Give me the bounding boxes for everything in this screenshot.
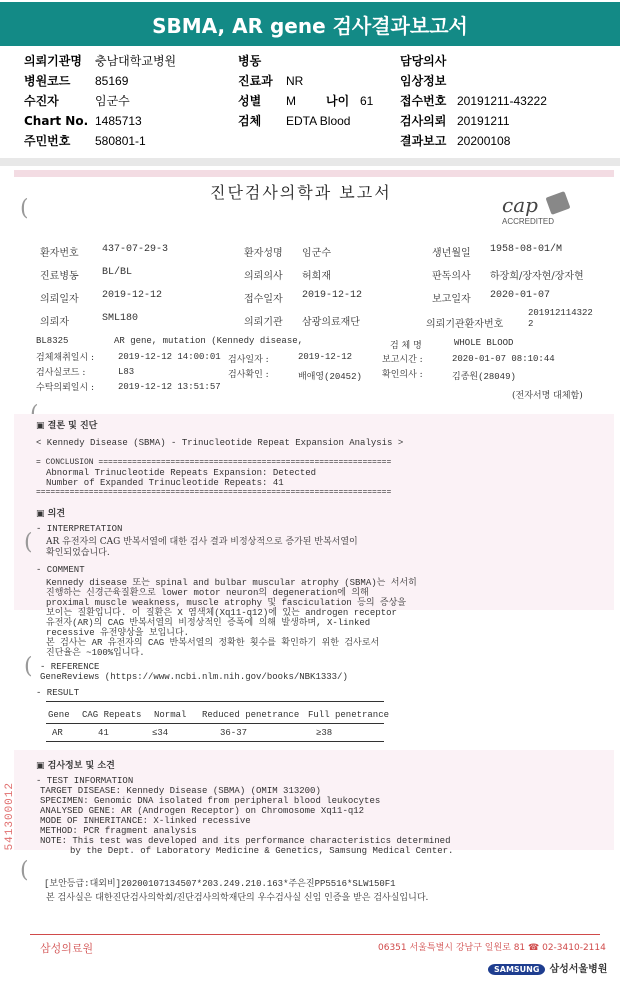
doctor-label: 담당의사 <box>400 54 447 68</box>
r2-b-value: 허희재 <box>302 271 331 282</box>
meta4-label: 검사실코드 : <box>36 368 86 378</box>
report-title: SBMA, AR gene 검사결과보고서 <box>152 13 468 38</box>
r3-b-value: 2019-12-12 <box>302 290 363 301</box>
r2-c-value: 하장희/장자현/장자현 <box>490 271 584 282</box>
receipt-label: 접수번호 <box>400 94 447 108</box>
testinfo-line-6: NOTE: This test was developed and its performance characteristics determined <box>40 836 451 846</box>
r2-a-value: BL/BL <box>102 267 133 278</box>
result-col-cag: CAG Repeats <box>82 710 142 720</box>
scan-binding-curl-icon: ( <box>20 196 29 221</box>
r3-b-label: 접수일자 <box>244 294 283 305</box>
samsung-hospital-name: 삼성서울병원 <box>549 964 608 975</box>
testinfo-header: - TEST INFORMATION <box>36 776 134 786</box>
side-serial-code: 541300012 <box>4 782 16 851</box>
dept-label: 진료과 <box>238 74 273 88</box>
testinfo-line-7: by the Dept. of Laboratory Medicine & Genetics, Samsung Medical Center. <box>70 846 454 856</box>
specimen-value: EDTA Blood <box>286 114 351 128</box>
result-gene: AR <box>52 728 63 738</box>
comment-line-2: 진행하는 신경근육질환으로 lower motor neuron의 degeneration에 의해 <box>46 588 369 598</box>
conclusion-line-1: Abnormal Trinucleotide Repeats Expansion: Detected <box>46 468 317 478</box>
meta4-value: L83 <box>118 367 135 377</box>
security-stamp: [보안등급:대외비]20200107134507*203.249.210.163*주은진PP5516*SLW150F1 <box>44 879 396 889</box>
r4-a-label: 의뢰자 <box>40 317 69 328</box>
r2-c-label: 판독의사 <box>432 271 471 282</box>
sex-value: M <box>286 94 296 108</box>
page-footer <box>0 910 620 994</box>
conclusion-footer: ========================================================================== <box>36 488 392 497</box>
svg-text:cap: cap <box>502 193 538 217</box>
r1-c-value: 1958-08-01/M <box>490 244 563 255</box>
result-col-reduced: Reduced penetrance <box>202 710 300 720</box>
cap-accredited-logo <box>498 188 578 228</box>
sex-label: 성별 <box>238 94 262 108</box>
r4-b-label: 의뢰기관 <box>244 317 283 328</box>
meta7-label: 수탁의뢰일시 : <box>36 383 95 393</box>
meta5-value: 배애영(20452) <box>298 372 362 382</box>
specimen-name-label: 검 체 명 <box>390 341 422 351</box>
r4-c-label: 의뢰기관환자번호 <box>426 319 504 330</box>
binding-curl-icon-5: ( <box>20 858 29 883</box>
recipient-label: 수진자 <box>24 94 59 108</box>
result-table-bottom-rule <box>46 741 384 742</box>
cap-logo-icon <box>498 188 578 228</box>
r1-b-value: 임군수 <box>302 248 331 259</box>
report-title-banner <box>0 2 620 46</box>
request-label: 검사의뢰 <box>400 114 447 128</box>
testinfo-line-5: METHOD: PCR fragment analysis <box>40 826 197 836</box>
result-col-full: Full penetrance <box>308 710 390 720</box>
meta1-label: 검체채취일시 : <box>36 353 95 363</box>
comment-line-5: 유전자(AR)의 CAG 반복서열의 비정상적인 증폭에 의해 발생하며, X-linked <box>46 618 371 628</box>
meta2-value: 2019-12-12 <box>298 352 353 362</box>
result-col-normal: Normal <box>154 710 187 720</box>
scan-title: 진단검사의학과 보고서 <box>210 183 392 202</box>
clinical-label: 임상정보 <box>400 74 447 88</box>
section-opinion-title: ▣ 의견 <box>36 509 66 519</box>
r1-b-label: 환자성명 <box>244 248 283 259</box>
r3-c-value: 2020-01-07 <box>490 290 551 301</box>
report-label: 결과보고 <box>400 134 447 148</box>
meta6-value: 김종원(28049) <box>452 372 516 382</box>
specimen-name-value: WHOLE BLOOD <box>454 338 514 348</box>
report-value: 20200108 <box>457 134 511 148</box>
testinfo-line-3: ANALYSED GENE: AR (Androgen Receptor) on Chromosome Xq11-q12 <box>40 806 365 816</box>
binding-curl-icon-3: ( <box>24 530 33 555</box>
request-value: 20191211 <box>457 114 510 128</box>
certification-note: 본 검사실은 대한진단검사의학회/진단검사의학재단의 우수검사실 신임 인증을 받은 검사실입니다. <box>46 893 429 903</box>
ward-label: 병동 <box>238 54 262 68</box>
hospital-code-label: 병원코드 <box>24 74 71 88</box>
result-col-gene: Gene <box>48 710 70 720</box>
interpretation-line-2: 확인되었습니다. <box>46 548 110 558</box>
reference-line: GeneReviews (https://www.ncbi.nlm.nih.gov/books/NBK1333/) <box>40 672 348 682</box>
receipt-value: 20191211-43222 <box>457 94 547 108</box>
result-header: - RESULT <box>36 688 80 698</box>
r4-c-value-1: 201912114322 <box>528 308 593 318</box>
meta6-label: 확인의사 : <box>382 370 423 380</box>
result-full: ≥38 <box>316 728 333 738</box>
r4-c-value-2: 2 <box>528 319 534 329</box>
rrn-value: 580801-1 <box>95 134 146 148</box>
reference-header: - REFERENCE <box>40 662 100 672</box>
chart-value: 1485713 <box>95 114 142 128</box>
r3-c-label: 보고일자 <box>432 294 471 305</box>
testinfo-line-4: MODE OF INHERITANCE: X-linked recessive <box>40 816 251 826</box>
r2-b-label: 의뢰의사 <box>244 271 283 282</box>
scanned-report <box>4 170 614 910</box>
meta5-label: 검사확인 : <box>228 370 269 380</box>
institution-value: 충남대학교병원 <box>95 54 177 68</box>
footer-red-rule <box>30 934 600 935</box>
comment-line-7: 본 검사는 AR 유전자의 CAG 반복서열의 정확한 횟수를 확인하기 위한 검사로서 <box>46 638 380 648</box>
esign-note: (전자서명 대체함) <box>512 391 583 401</box>
age-label: 나이 <box>326 94 350 108</box>
chart-label: Chart No. <box>24 114 89 128</box>
pink-top-strip <box>14 170 614 177</box>
comment-line-1: Kennedy disease 또는 spinal and bulbar muscular atrophy (SBMA)는 서서히 <box>46 578 417 588</box>
test-name: AR gene, mutation (Kennedy disease, <box>114 336 304 346</box>
result-normal: ≤34 <box>152 728 169 738</box>
meta2-label: 검사일자 : <box>228 355 269 365</box>
r3-a-label: 의뢰일자 <box>40 294 79 305</box>
conclusion-line-2: Number of Expanded Trinucleotide Repeats: 41 <box>46 478 284 488</box>
interpretation-header: - INTERPRETATION <box>36 524 123 534</box>
dept-value: NR <box>286 74 304 88</box>
footer-hospital-name: 삼성의료원 <box>40 942 94 955</box>
analysis-title: < Kennedy Disease (SBMA) - Trinucleotide Repeat Expansion Analysis > <box>36 438 404 448</box>
testinfo-line-2: SPECIMEN: Genomic DNA isolated from peripheral blood leukocytes <box>40 796 381 806</box>
interpretation-line-1: AR 유전자의 CAG 반복서열에 대한 검사 결과 비정상적으로 증가된 반복서열이 <box>46 537 358 547</box>
r1-a-value: 437-07-29-3 <box>102 244 169 255</box>
age-value: 61 <box>360 94 374 108</box>
conclusion-header: = CONCLUSION ============================================================= <box>36 458 392 467</box>
testinfo-line-1: TARGET DISEASE: Kennedy Disease (SBMA) (OMIM 313200) <box>40 786 321 796</box>
r1-a-label: 환자번호 <box>40 248 79 259</box>
result-table-mid-rule <box>46 723 384 724</box>
comment-header: - COMMENT <box>36 565 85 575</box>
meta7-value: 2019-12-12 13:51:57 <box>118 382 221 392</box>
rrn-label: 주민번호 <box>24 134 71 148</box>
r2-a-label: 진료병동 <box>40 271 79 282</box>
section-conclusion-title: ▣ 결론 및 진단 <box>36 421 98 431</box>
r4-a-value: SML180 <box>102 313 139 324</box>
section-testinfo-title: ▣ 검사정보 및 소견 <box>36 761 115 771</box>
result-reduced: 36-37 <box>220 728 248 738</box>
hospital-code-value: 85169 <box>95 74 129 88</box>
comment-line-8: 진단율은 ~100%입니다. <box>46 648 145 658</box>
footer-address: 06351 서울특별시 강남구 일원로 81 ☎ 02-3410-2114 <box>378 943 606 953</box>
result-cag-repeats: 41 <box>98 728 109 738</box>
samsung-logo <box>488 960 607 975</box>
comment-line-6: recessive 유전양상을 보입니다. <box>46 628 190 638</box>
institution-label: 의뢰기관명 <box>24 54 82 68</box>
svg-text:ACCREDITED: ACCREDITED <box>502 217 555 226</box>
samsung-brand: SAMSUNG <box>488 964 545 975</box>
result-table-top-rule <box>46 701 384 702</box>
meta3-value: 2020-01-07 08:10:44 <box>452 354 555 364</box>
comment-line-3: proximal muscle weakness, muscle atrophy 및 fasciculation 등의 증상을 <box>46 598 407 608</box>
meta1-value: 2019-12-12 14:00:01 <box>118 352 221 362</box>
r1-c-label: 생년월일 <box>432 248 471 259</box>
section-divider <box>0 158 620 166</box>
specimen-label: 검체 <box>238 114 262 128</box>
meta3-label: 보고시간 : <box>382 355 423 365</box>
r4-b-value: 삼광의료재단 <box>302 317 360 328</box>
recipient-value: 임군수 <box>95 94 130 108</box>
r3-a-value: 2019-12-12 <box>102 290 163 301</box>
comment-line-4: 보이는 질환입니다. 이 질환은 X 염색체(Xq11-q12)에 있는 androgen receptor <box>46 608 397 618</box>
binding-curl-icon-4: ( <box>24 654 33 679</box>
code-line: BL8325 <box>36 336 69 346</box>
